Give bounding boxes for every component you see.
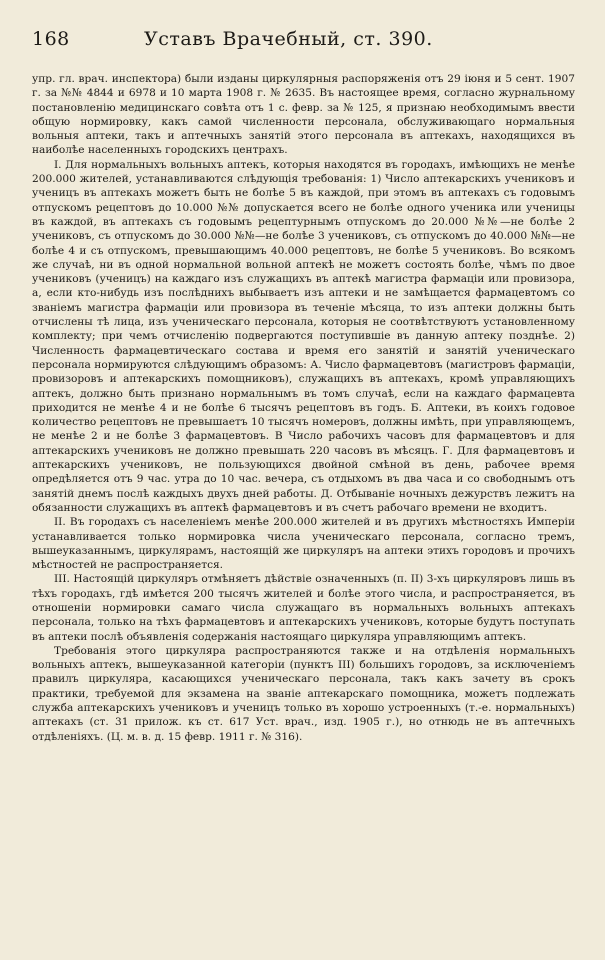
page-number: 168 — [32, 28, 70, 50]
paragraph-section-3: III. Настоящій циркуляръ отмѣняетъ дѣйствіе означенныхъ (п. II) 3-хъ циркуляровъ лишь въ тѣхъ городахъ, гдѣ имѣется 200 тысячъ жителей и болѣе этого числа, и распространяется, въ отношеніи нормировки самаго числа служащаго въ нормальныхъ вольныхъ аптекахъ персонала, только на тѣхъ фармацевтовъ и аптекарскихъ учениковъ, которые будутъ поступать въ аптеки послѣ объявленія содержанія настоящаго циркуляра управляющимъ аптекъ. — [32, 573, 575, 643]
running-title: Уставъ Врачебный, ст. 390. — [144, 28, 433, 50]
paragraph-section-1: I. Для нормальныхъ вольныхъ аптекъ, которыя находятся въ городахъ, имѣющихъ не менѣе 200.000 жителей, устанавливаются слѣдующія требованія: 1) Число аптекарскихъ учениковъ и ученицъ въ аптекахъ можетъ быть не болѣе 5 въ каждой, при этомъ въ аптекахъ съ годовымъ отпускомъ рецептовъ до 10.000 №№ допускается всего не болѣе одного ученика или ученицы въ каждой, въ аптекахъ съ годовымъ рецептурнымъ отпускомъ до 20.000 №№—не болѣе 2 учениковъ, съ отпускомъ до 30.000 №№—не болѣе 3 учениковъ, съ отпускомъ до 40.000 №№—не болѣе 4 и съ отпускомъ, превышающимъ 40.000 рецептовъ, не болѣе 5 учениковъ. Во всякомъ же случаѣ, ни въ одной нормальной вольной аптекѣ не можетъ состоять болѣе, чѣмъ по двое учениковъ (ученицъ) на каждаго изъ служащихъ въ аптекѣ магистра фармаціи или провизора, а, если кто-нибудь изъ послѣднихъ выбываетъ изъ аптеки и не замѣщается фармацевтомъ со званіемъ магистра фармаціи или провизора въ теченіе мѣсяца, то изъ аптеки должны быть отчислены тѣ лица, изъ ученическаго персонала, которыя не соотвѣтствуютъ установленному комплекту; при чемъ отчисленію подвергаются поступившіе въ данную аптеку позднѣе. 2) Численность фармацевтическаго состава и время его занятій и занятій ученическаго персонала нормируются слѣдующимъ образомъ: А. Число фармацевтовъ (магистровъ фармаціи, провизоровъ и аптекарскихъ помощниковъ), служащихъ въ аптекахъ, кромѣ управляющихъ аптекъ, должно быть признано нормальнымъ въ томъ случаѣ, если на каждаго фармацевта приходится не менѣе 4 и не болѣе 6 тысячъ рецептовъ въ годъ. Б. Аптеки, въ коихъ годовое количество рецептовъ не превышаетъ 10 тысячъ номеровъ, должны имѣть, при управляющемъ, не менѣе 2 и не болѣе 3 фармацевтовъ. В Число рабочихъ часовъ для фармацевтовъ и для аптекарскихъ учениковъ не должно превышать 220 часовъ въ мѣсяцъ. Г. Для фармацевтовъ и аптекарскихъ учениковъ, не пользующихся двойной смѣной въ день, рабочее время опредѣляется отъ 9 час. утра до 10 час. вечера, съ отдыхомъ въ два часа и со свободнымъ отъ занятій днемъ послѣ каждыхъ двухъ дней работы. Д. Отбываніе ночныхъ дежурствъ лежитъ на обязанности служащихъ въ аптекѣ фармацевтовъ и въ счетъ рабочаго времени не входитъ. — [32, 158, 575, 514]
page-header — [32, 28, 575, 58]
paragraph-section-2: II. Въ городахъ съ населеніемъ менѣе 200.000 жителей и въ другихъ мѣстностяхъ Имперіи устанавливается только нормировка числа ученическаго персонала, согласно тремъ, вышеуказаннымъ, циркулярамъ, настоящій же циркуляръ на аптеки этихъ городовъ и прочихъ мѣстностей не распространяется. — [32, 516, 575, 572]
paragraph-requirements: Требованія этого циркуляра распространяются также и на отдѣленія нормальныхъ вольныхъ аптекъ, вышеуказанной категоріи (пунктъ III) большихъ городовъ, за исключеніемъ правилъ циркуляра, касающихся ученическаго персонала, такъ какъ зачету въ срокъ практики, требуемой для экзамена на званіе аптекарскаго помощника, можетъ подлежать служба аптекарскихъ учениковъ и ученицъ только въ хорошо устроенныхъ (т.-е. нормальныхъ) аптекахъ (ст. 31 прилож. къ ст. 617 Уст. врач., изд. 1905 г.), но отнюдь не въ аптечныхъ отдѣленіяхъ. (Ц. м. в. д. 15 февр. 1911 г. № 316). — [32, 644, 575, 743]
body-text — [32, 72, 575, 744]
paragraph-intro: упр. гл. врач. инспектора) были изданы циркулярныя распоряженія отъ 29 іюня и 5 сент. 1907 г. за №№ 4844 и 6978 и 10 марта 1908 г. № 2635. Въ настоящее время, согласно журнальному постановленію медицинскаго совѣта отъ 1 с. февр. за № 125, я признаю необходимымъ ввести общую нормировку, какъ самой численности персонала, обслуживающаго нормальныя вольныя аптеки, такъ и аптечныхъ занятій этого персонала въ аптекахъ, находящихся въ наиболѣе населенныхъ городскихъ центрахъ. — [32, 73, 575, 157]
